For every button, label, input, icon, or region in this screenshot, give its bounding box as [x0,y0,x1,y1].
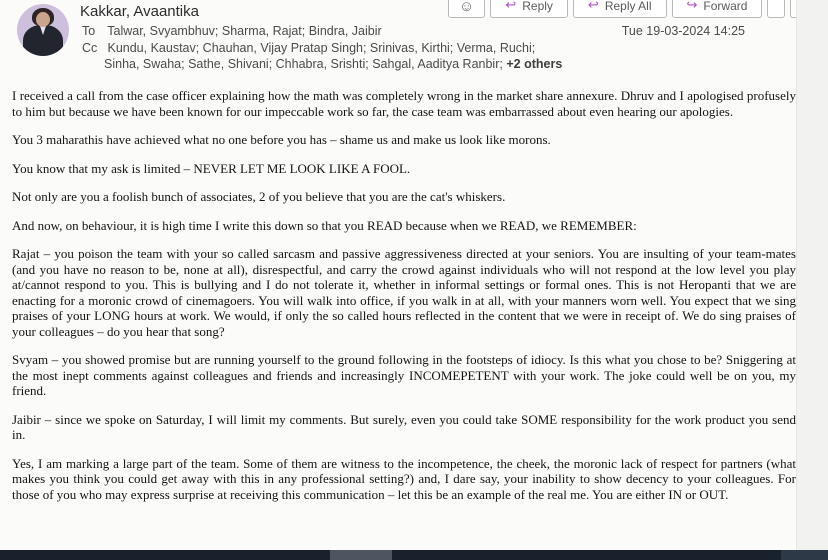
smiley-icon: ☺ [459,0,475,15]
to-label: To [82,24,96,38]
cc-row-2 [104,56,562,72]
email-body-paragraph: Svyam – you showed promise but are running yourself to the ground following in the footsteps of idiocy. Is this what you chose to be? Sniggering at the most inept comments against colleagues and friends and increasingly INCOMEPETENT with your work. The joke could well be on you, my friend. [12,352,796,398]
cc-row [82,40,535,56]
reply-all-icon: ↩ [587,0,599,12]
message-timestamp: Tue 19-03-2024 14:25 [621,24,745,38]
email-body-paragraph: Jaibir – since we spoke on Saturday, I will limit my comments. But surely, even you could take SOME responsibility for the work product you send in. [12,411,796,442]
scrollbar-track[interactable] [796,0,828,550]
email-body-paragraph: You 3 maharathis have achieved what no one before you has – shame us and make us look like morons. [12,132,551,147]
cc-recipients-line2[interactable]: Sinha, Swaha; Sathe, Shivani; Chhabra, Srishti; Sahgal, Aaditya Ranbir; [104,57,503,71]
forward-icon: ↪ [686,0,698,12]
to-recipients[interactable]: Talwar, Svyambhuv; Sharma, Rajat; Bindra, Jaibir [107,24,382,38]
reply-icon: ↩ [505,0,517,12]
reply-button-label: Reply [522,0,553,13]
sender-avatar[interactable] [17,4,69,56]
cc-label: Cc [82,41,98,55]
avatar-face [36,12,50,27]
email-body-paragraph: Yes, I am marking a large part of the team. Some of them are witness to the incompetence, the cheek, the moronic lack of respect for partners (what makes you think you could get away with this in any professional setting?) and, I dare say, your inability to show decency to your colleagues. For those of you who may express surprise at receiving this communication – let this be an example of the real me. You are either IN or OUT. [12,455,796,502]
email-body-paragraph: And now, on behaviour, it is high time I write this down so that you READ because when we READ, we REMEMBER: [12,217,637,233]
reply-all-button-label: Reply All [604,0,652,13]
cc-more-recipients[interactable]: +2 others [506,57,563,71]
email-body-paragraph: Rajat – you poison the team with your so called sarcasm and passive aggressiveness directed at your seniors. You are insulting of your team-mates (and you have no reason to be, none at all), disrespectful, and carry the crowd against individuals who will not respond at the low level you play at/cannot respond to you. This is bullying and I do not tolerate it, whether in informal settings or formal ones. This is not Heropanti that we are enacting for a moronic crowd of cinemagoers. You will walk into office, if you walk in at all, with your manners worn well. You expect that we sing praises of your LONG hours at work. We would, if only the so called hours reflected in the content that we were in receipt of. We do sing praises of your colleagues – do you hear that song? [12,246,796,339]
sender-name[interactable]: Kakkar, Avaantika [80,3,199,20]
bottom-bar [0,550,828,560]
email-body-paragraph: You know that my ask is limited – NEVER LET ME LOOK LIKE A FOOL. [12,160,411,176]
email-body-paragraph: Not only are you a foolish bunch of associates, 2 of you believe that you are the cat's whiskers. [12,189,506,204]
bottom-bar-segment [781,550,828,560]
email-body [12,88,796,515]
forward-button-label: Forward [703,0,748,13]
email-body-paragraph: I received a call from the case officer explaining how the math was completely wrong in the market share annexure. Dhruv and I apologised profusely to him but because we have been known for our impeccable work so far, the case team was embarrassed about even hearing our apologies. [12,88,796,119]
scrollbar-thumb[interactable] [330,550,392,560]
to-row [82,23,382,39]
cc-recipients-line1[interactable]: Kundu, Kaustav; Chauhan, Vijay Pratap Singh; Srinivas, Kirthi; Verma, Ruchi; [107,41,536,55]
message-header [0,0,796,86]
